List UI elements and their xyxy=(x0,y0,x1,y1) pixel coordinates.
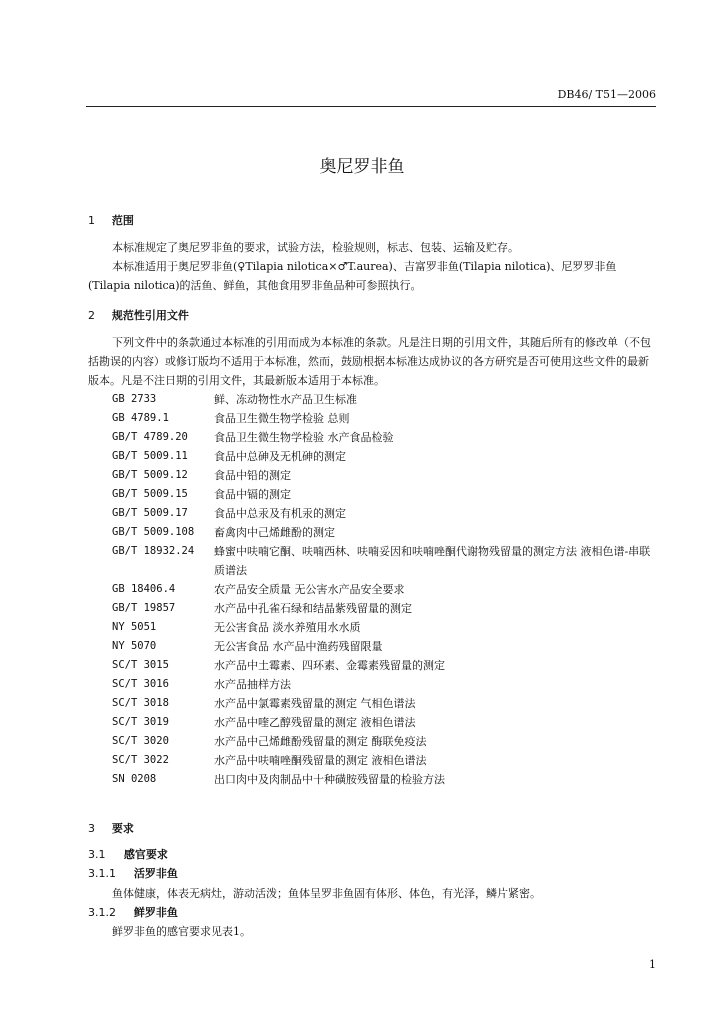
reference-code: SC/T 3020 xyxy=(112,735,169,747)
standard-code: DB46/ T51—2006 xyxy=(557,88,656,101)
reference-title: 食品卫生微生物学检验 水产食品检验 xyxy=(214,431,394,444)
reference-item xyxy=(88,542,658,580)
reference-title: 食品中总砷及无机砷的测定 xyxy=(214,450,346,463)
normative-intro-text: 下列文件中的条款通过本标准的引用而成为本标准的条款。凡是注日期的引用文件，其随后所有的修改单（不包括勘误的内容）或修订版均不适用于本标准，然而，鼓励根据本标准达成协议的各方研究是否可使用这些文件的最新版本。凡是不注日期的引用文件，其最新版本适用于本标准。 xyxy=(88,336,651,387)
reference-item xyxy=(88,732,658,751)
normative-intro xyxy=(88,333,658,390)
reference-item xyxy=(88,770,658,789)
reference-code: GB/T 5009.11 xyxy=(112,450,188,462)
reference-title: 无公害食品 水产品中渔药残留限量 xyxy=(214,640,383,653)
reference-item xyxy=(88,751,658,770)
reference-item xyxy=(88,580,658,599)
reference-code: SC/T 3019 xyxy=(112,716,169,728)
page-number: 1 xyxy=(649,958,656,971)
reference-item xyxy=(88,504,658,523)
scope-text-2: 本标准适用于奥尼罗非鱼(♀Tilapia nilotica×♂T.aurea)、吉富罗非鱼(Tilapia nilotica)、尼罗罗非鱼(Tilapia nilotica)的活鱼、鲜鱼，其他食用罗非鱼品种可参照执行。 xyxy=(88,260,617,292)
reference-title: 无公害食品 淡水养殖用水水质 xyxy=(214,621,361,634)
reference-code: GB 4789.1 xyxy=(112,412,169,424)
reference-list xyxy=(88,390,658,789)
section-number: 3 xyxy=(88,822,95,835)
document-title: 奥尼罗非鱼 xyxy=(319,157,405,177)
reference-code: NY 5051 xyxy=(112,621,157,633)
header-divider xyxy=(86,106,656,107)
reference-item xyxy=(88,409,658,428)
reference-title: 水产品中己烯雌酚残留量的测定 酶联免疫法 xyxy=(214,735,427,748)
reference-code: NY 5070 xyxy=(112,640,157,652)
reference-title: 水产品中氯霉素残留量的测定 气相色谱法 xyxy=(214,697,416,710)
reference-title: 食品卫生微生物学检验 总则 xyxy=(214,412,350,425)
reference-item xyxy=(88,428,658,447)
reference-item xyxy=(88,713,658,732)
section-number: 3.1.2 xyxy=(88,906,116,919)
reference-title: 畜禽肉中己烯雌酚的测定 xyxy=(214,526,335,539)
reference-item xyxy=(88,637,658,656)
section-heading-scope xyxy=(88,212,134,228)
live-tilapia-requirement xyxy=(88,884,658,903)
reference-item xyxy=(88,675,658,694)
reference-code: SC/T 3016 xyxy=(112,678,169,690)
reference-item xyxy=(88,656,658,675)
section-title: 要求 xyxy=(111,822,134,835)
section-number: 2 xyxy=(88,309,95,322)
reference-title: 蜂蜜中呋喃它酮、呋喃西林、呋喃妥因和呋喃唑酮代谢物残留量的测定方法 液相色谱-串联质谱法 xyxy=(214,545,651,577)
reference-item xyxy=(88,390,658,409)
reference-code: GB/T 5009.15 xyxy=(112,488,188,500)
reference-code: GB/T 5009.17 xyxy=(112,507,188,519)
fresh-tilapia-text: 鲜罗非鱼的感官要求见表1。 xyxy=(112,925,251,938)
section-title: 感官要求 xyxy=(123,848,168,861)
reference-code: SC/T 3015 xyxy=(112,659,169,671)
section-title: 规范性引用文件 xyxy=(111,309,189,322)
reference-item xyxy=(88,694,658,713)
section-heading-live-tilapia xyxy=(88,865,178,881)
reference-item xyxy=(88,447,658,466)
scope-paragraph-2 xyxy=(88,257,658,295)
section-title: 活罗非鱼 xyxy=(133,867,178,880)
reference-item xyxy=(88,599,658,618)
reference-title: 水产品抽样方法 xyxy=(214,678,291,691)
reference-code: GB/T 5009.12 xyxy=(112,469,188,481)
reference-title: 水产品中呋喃唑酮残留量的测定 液相色谱法 xyxy=(214,754,427,767)
reference-title: 水产品中喹乙醇残留量的测定 液相色谱法 xyxy=(214,716,416,729)
reference-code: GB/T 19857 xyxy=(112,602,176,614)
reference-title: 食品中总汞及有机汞的测定 xyxy=(214,507,346,520)
section-heading-sensory xyxy=(88,846,168,862)
reference-item xyxy=(88,523,658,542)
fresh-tilapia-requirement xyxy=(88,922,658,941)
reference-item xyxy=(88,466,658,485)
scope-text-1: 本标准规定了奥尼罗非鱼的要求，试验方法，检验规则，标志、包装、运输及贮存。 xyxy=(112,241,519,254)
reference-code: GB 18406.4 xyxy=(112,583,176,595)
section-number: 3.1.1 xyxy=(88,867,116,880)
reference-code: GB/T 4789.20 xyxy=(112,431,188,443)
reference-title: 出口肉中及肉制品中十种磺胺残留量的检验方法 xyxy=(214,773,445,786)
reference-code: GB 2733 xyxy=(112,393,157,405)
reference-title: 水产品中孔雀石绿和结晶紫残留量的测定 xyxy=(214,602,412,615)
reference-code: SC/T 3018 xyxy=(112,697,169,709)
reference-code: SC/T 3022 xyxy=(112,754,169,766)
section-number: 3.1 xyxy=(88,848,106,861)
reference-item xyxy=(88,618,658,637)
reference-code: SN 0208 xyxy=(112,773,157,785)
reference-title: 鲜、冻动物性水产品卫生标准 xyxy=(214,393,357,406)
reference-title: 食品中铅的测定 xyxy=(214,469,291,482)
reference-title: 农产品安全质量 无公害水产品安全要求 xyxy=(214,583,405,596)
section-number: 1 xyxy=(88,214,95,227)
scope-paragraph-1 xyxy=(88,238,658,257)
live-tilapia-text: 鱼体健康，体表无病灶，游动活泼；鱼体呈罗非鱼固有体形、体色，有光泽，鳞片紧密。 xyxy=(112,887,541,900)
section-heading-fresh-tilapia xyxy=(88,904,178,920)
section-title: 鲜罗非鱼 xyxy=(133,906,178,919)
section-heading-requirements xyxy=(88,820,134,836)
reference-title: 食品中镉的测定 xyxy=(214,488,291,501)
reference-item xyxy=(88,485,658,504)
reference-code: GB/T 18932.24 xyxy=(112,545,195,557)
section-heading-normative xyxy=(88,307,189,323)
section-title: 范围 xyxy=(111,214,134,227)
reference-code: GB/T 5009.108 xyxy=(112,526,195,538)
reference-title: 水产品中土霉素、四环素、金霉素残留量的测定 xyxy=(214,659,445,672)
